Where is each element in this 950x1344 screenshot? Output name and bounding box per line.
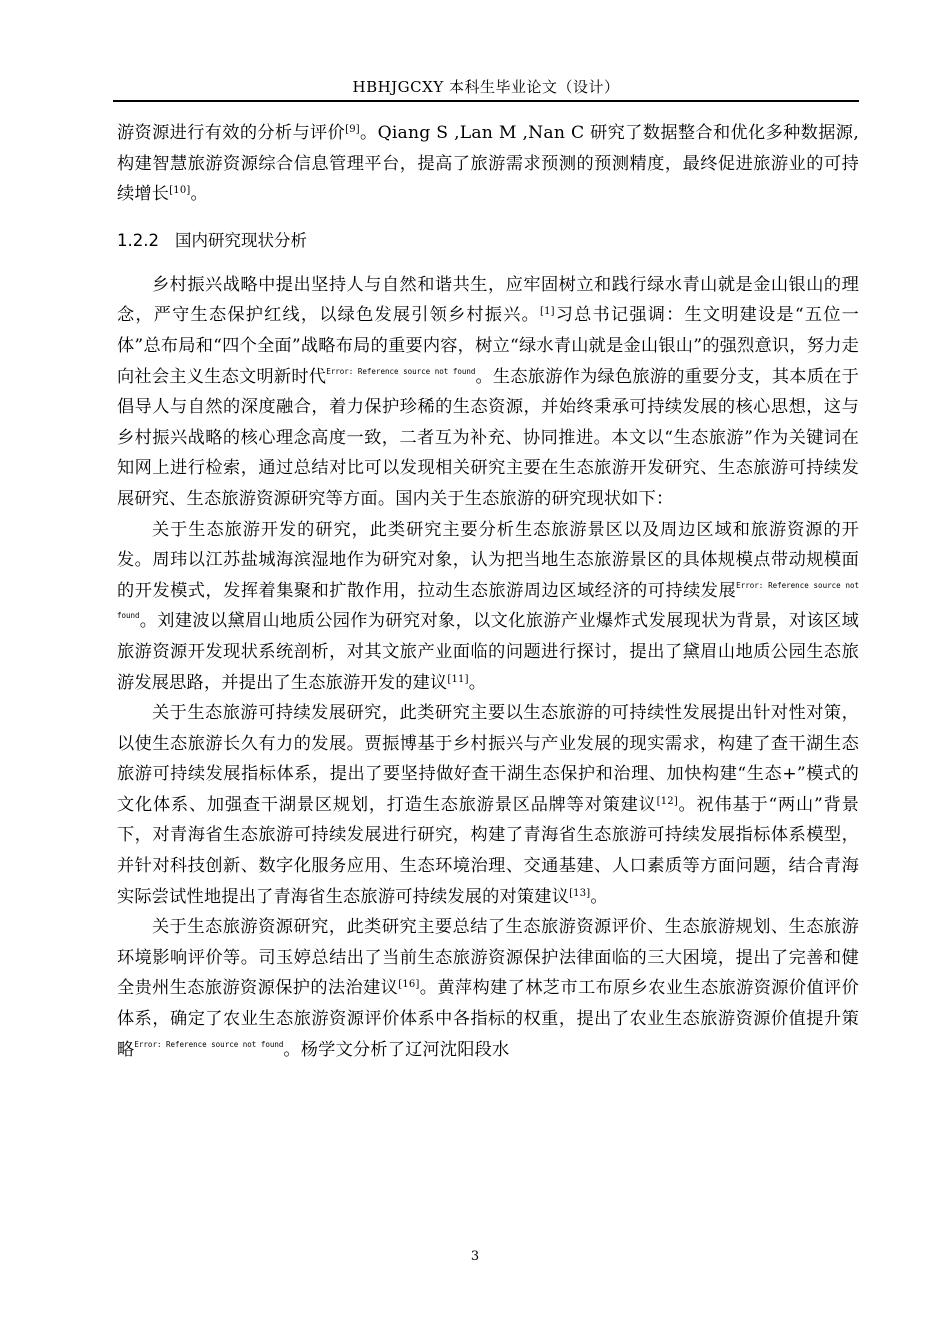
text-run: 游资源进行有效的分析与评价 <box>117 123 346 143</box>
citation: [9] <box>345 124 360 135</box>
section-title: 国内研究现状分析 <box>174 230 307 250</box>
paragraph-development <box>117 515 859 699</box>
text-run: 。 <box>590 886 608 907</box>
paragraph-resources <box>117 912 859 1065</box>
paragraph-rural-revitalization <box>117 270 859 515</box>
reference-error: Error: Reference source not found <box>326 366 476 376</box>
reference-error: Error: Reference source not found <box>117 580 859 621</box>
section-number: 1.2.2 <box>117 230 159 250</box>
text-run: 。 <box>190 184 208 205</box>
text-run: 。祝伟基于“两山”背景下，对青海省生态旅游可持续发展进行研究，构建了青海省生态旅游可持续发展指标体系模型，并针对科技创新、数字化服务应用、生态环境治理、交通基建、人口素质等方面问题，结合青海实际尝试性地提出了青海省生态旅游可持续发展的对策建议 <box>117 794 859 907</box>
paragraph-continued <box>117 118 859 210</box>
citation: [16] <box>398 979 420 991</box>
paragraph-sustainability <box>117 698 859 912</box>
text-run: 。Qiang S ,Lan M ,Nan C 研究了数据整合和优化多种数据源, 构建智慧旅游资源综合信息管理平台，提高了旅游需求预测的预测精度，最终促进旅游业的可持续增长 <box>117 123 859 205</box>
text-run: 乡村振兴战略中提出坚持人与自然和谐共生，应牢固树立和践行绿水青山就是金山银山的理念，严守生态保护红线，以绿色发展引领乡村振兴。 <box>117 274 859 326</box>
text-run: 。生态旅游作为绿色旅游的重要分支，其本质在于倡导人与自然的深度融合，着力保护珍稀的生态资源，并始终秉承可持续发展的核心思想，这与乡村振兴战略的核心理念高度一致，二者互为补充、协同推进。本文以“生态旅游”作为关键词在知网上进行检索，通过总结对比可以发现相关研究主要在生态旅游开发研究、生态旅游可持续发展研究、生态旅游资源研究等方面。国内关于生态旅游的研究现状如下： <box>117 366 859 509</box>
citation: [11] <box>447 673 469 685</box>
citation: [1] <box>539 306 555 318</box>
text-run: 关于生态旅游可持续发展研究，此类研究主要以生态旅游的可持续性发展提出针对性对策，以使生态旅游长久有力的发展。贾振博基于乡村振兴与产业发展的现实需求，构建了查干湖生态旅游可持续发展指标体系，提出了要坚持做好查干湖生态保护和治理、加快构建“生态+”模式的文化体系、加强查干湖景区规划，打造生态旅游景区品牌等对策建议 <box>117 703 859 815</box>
text-run: 关于生态旅游资源研究，此类研究主要总结了生态旅游资源评价、生态旅游规划、生态旅游环境影响评价等。司玉婷总结出了当前生态旅游资源保护法律面临的三大困境，提出了完善和健全贵州生态旅游资源保护的法治建议 <box>117 917 859 999</box>
text-run: 习总书记强调：生文明建设是“五位一体”总布局和“四个全面”战略布局的重要内容，树立“绿水青山就是金山银山”的强烈意识，努力走向社会主义生态文明新时代 <box>117 305 859 387</box>
text-run: 关于生态旅游开发的研究，此类研究主要分析生态旅游景区以及周边区域和旅游资源的开发。周玮以江苏盐城海滨湿地作为研究对象，认为把当地生态旅游景区的具体规模点带动规模面的开发模式，发挥着集聚和扩散作用，拉动生态旅游周边区域经济的可持续发展 <box>117 519 859 601</box>
text-run: 。刘建波以黛眉山地质公园作为研究对象，以文化旅游产业爆炸式发展现状为背景，对该区域旅游资源开发现状系统剖析，对其文旅产业面临的问题进行探讨，提出了黛眉山地质公园生态旅游发展思路，并提出了生态旅游开发的建议 <box>117 611 859 693</box>
document-body <box>117 118 859 1065</box>
running-header: HBHJGCXY 本科生毕业论文（设计） <box>352 78 620 96</box>
citation: [12] <box>656 795 678 807</box>
citation: [10] <box>169 185 191 197</box>
text-run: 。杨学文分析了辽河沈阳段水 <box>283 1039 510 1060</box>
header-rule <box>113 100 859 102</box>
text-run: 。 <box>468 672 487 693</box>
reference-error: Error: Reference source not found <box>134 1039 284 1049</box>
text-run: 。黄萍构建了林芝市工布原乡农业生态旅游资源价值评价体系，确定了农业生态旅游资源评价体系中各指标的权重，提出了农业生态旅游资源价值提升策略 <box>117 978 859 1060</box>
section-heading <box>117 226 859 256</box>
page-number: 3 <box>470 1249 480 1264</box>
citation: [13] <box>569 887 591 899</box>
